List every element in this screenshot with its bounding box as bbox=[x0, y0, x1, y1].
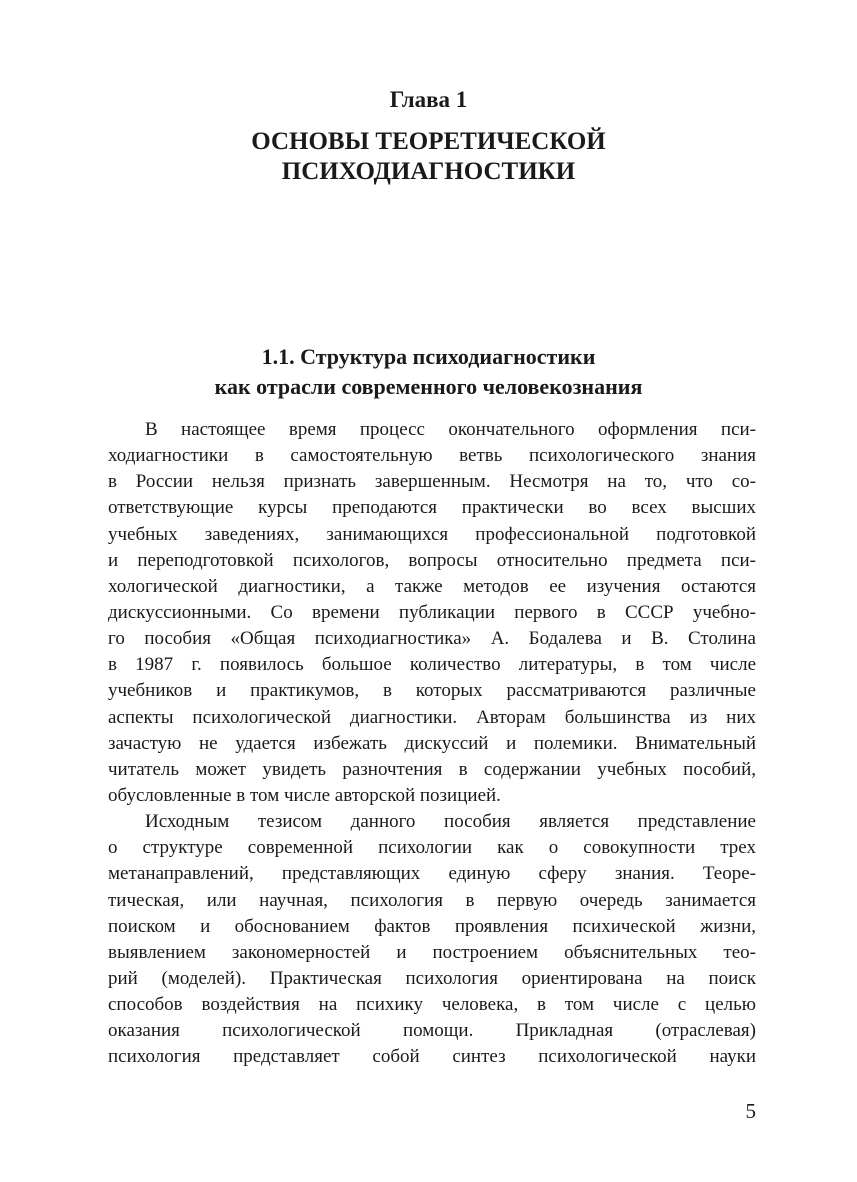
text-line: В настоящее время процесс окончательного оформления пси- bbox=[145, 419, 756, 440]
paragraph bbox=[108, 417, 756, 809]
text-line: обусловленные в том числе авторской позицией. bbox=[108, 784, 501, 806]
text-line: оказания психологической помощи. Прикладная (отраслевая) bbox=[108, 1020, 756, 1042]
text-line: поиском и обоснованием фактов проявления психической жизни, bbox=[108, 915, 756, 937]
text-line: го пособия «Общая психодиагностика» А. Бодалева и В. Столина bbox=[108, 628, 756, 650]
text-line: рий (моделей). Практическая психология ориентирована на поиск bbox=[108, 967, 756, 989]
text-line: учебников и практикумов, в которых рассматриваются различные bbox=[108, 680, 756, 702]
text-line: зачастую не удается избежать дискуссий и полемики. Внимательный bbox=[108, 732, 756, 754]
text-line: тическая, или научная, психология в первую очередь занимается bbox=[108, 889, 756, 911]
text-line: хологической диагностики, а также методов ее изучения остаются bbox=[108, 575, 756, 597]
text-line: выявлением закономерностей и построением объяснительных тео- bbox=[108, 941, 756, 963]
chapter-title bbox=[0, 127, 857, 187]
chapter-title-line: ОСНОВЫ ТЕОРЕТИЧЕСКОЙ bbox=[251, 128, 606, 155]
text-line: ответствующие курсы преподаются практически во всех высших bbox=[108, 497, 756, 519]
text-line: способов воздействия на психику человека, в том числе с целью bbox=[108, 994, 756, 1016]
text-line: о структуре современной психологии как о совокупности трех bbox=[108, 837, 756, 859]
text-line: ходиагностики в самостоятельную ветвь психологического знания bbox=[108, 445, 756, 467]
body-text bbox=[108, 417, 756, 1071]
text-line: аспекты психологической диагностики. Авторам большинства из них bbox=[108, 706, 756, 728]
text-line: читатель может увидеть разночтения в содержании учебных пособий, bbox=[108, 758, 756, 780]
text-line: в России нельзя признать завершенным. Несмотря на то, что со- bbox=[108, 471, 756, 493]
paragraph bbox=[108, 809, 756, 1070]
text-line: и переподготовкой психологов, вопросы относительно предмета пси- bbox=[108, 549, 756, 571]
section-title-line: 1.1. Структура психодиагностики bbox=[261, 344, 596, 369]
page-number: 5 bbox=[745, 1099, 756, 1123]
text-line: в 1987 г. появилось большое количество литературы, в том числе bbox=[108, 654, 756, 676]
section-title bbox=[0, 342, 857, 402]
text-line: психология представляет собой синтез психологической науки bbox=[108, 1046, 756, 1068]
text-line: дискуссионными. Со времени публикации первого в СССР учебно- bbox=[108, 601, 756, 623]
text-line: Исходным тезисом данного пособия является представление bbox=[145, 811, 756, 833]
chapter-title-line: ПСИХОДИАГНОСТИКИ bbox=[281, 158, 576, 185]
text-line: метанаправлений, представляющих единую сферу знания. Теоре- bbox=[108, 863, 756, 885]
chapter-label: Глава 1 bbox=[389, 87, 468, 112]
section-title-line: как отрасли современного человекознания bbox=[214, 374, 643, 399]
text-line: учебных заведениях, занимающихся профессиональной подготовкой bbox=[108, 523, 756, 545]
